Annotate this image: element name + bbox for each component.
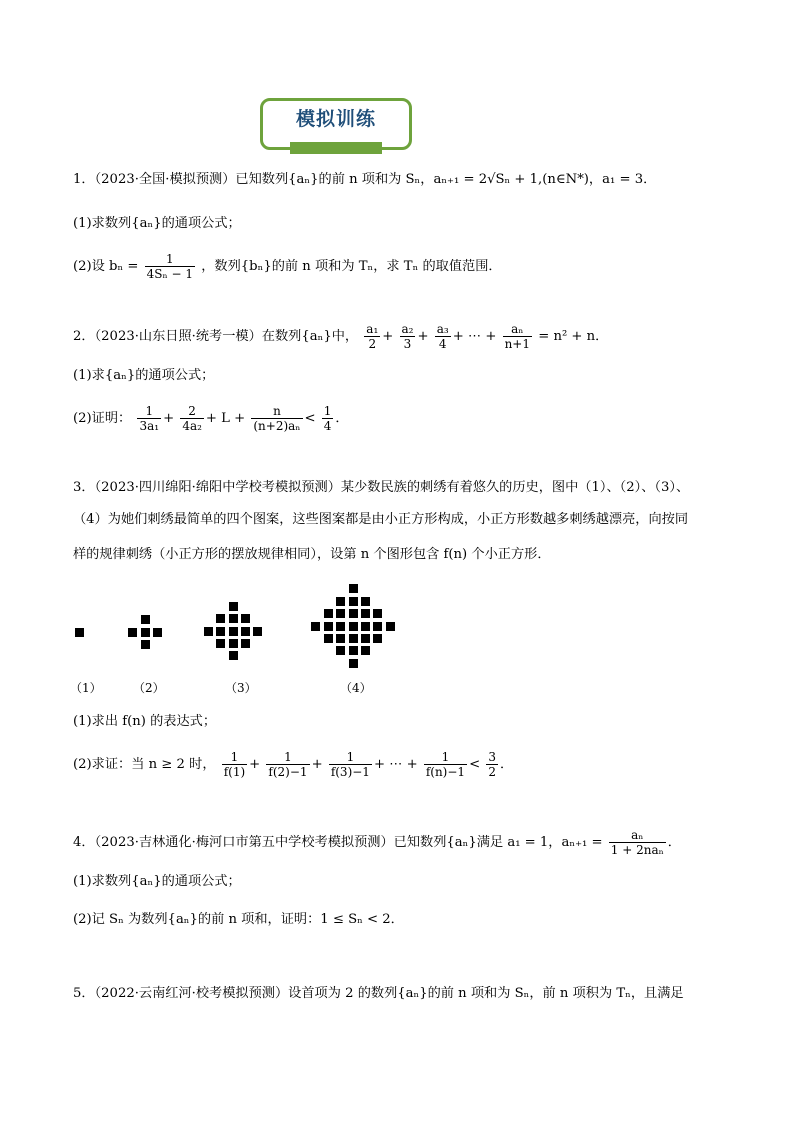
q2-g1 (137, 404, 161, 433)
pattern-2-square (141, 615, 150, 624)
pattern-2-square (141, 628, 150, 637)
q1-part1: (1)求数列{aₙ}的通项公式； (73, 216, 241, 231)
num: a₂ (401, 322, 414, 336)
q1-part2 (73, 252, 502, 281)
q1-frac-den: 4Sₙ − 1 (146, 267, 194, 281)
num: a₃ (436, 322, 449, 336)
caption-1: （1） (70, 681, 102, 695)
badge-underbar (290, 142, 382, 154)
q4-part2: (2)记 Sₙ 为数列{aₙ}的前 n 项和，证明：1 ≤ Sₙ < 2． (73, 912, 404, 927)
caption-3: （3） (225, 681, 257, 695)
q4-intro (73, 828, 681, 857)
pattern-3-square (204, 627, 213, 636)
q1-intro: 1．（2023·全国·模拟预测）已知数列{aₙ}的前 n 项和为 Sₙ，aₙ₊₁ = 2√Sₙ + 1,(n∈N*)，a₁ = 3． (73, 172, 657, 187)
num: aₙ (511, 322, 524, 336)
q1-part2-pre: (2)设 bₙ = (73, 259, 139, 274)
q2-lt: < (304, 411, 316, 426)
q2-term3 (435, 322, 451, 351)
section-badge (260, 98, 412, 154)
pattern-3-square (229, 602, 238, 611)
q2-end: ． (335, 411, 349, 426)
pattern-4-square (311, 622, 320, 631)
pattern-3-square (241, 614, 250, 623)
pattern-3-square (216, 627, 225, 636)
q2-term1 (364, 322, 380, 351)
num: 1 (346, 750, 355, 764)
pattern-4-square (361, 609, 370, 618)
den: f(1) (223, 765, 246, 779)
den: 3a₁ (139, 419, 160, 433)
pattern-3-square (229, 627, 238, 636)
caption-2: （2） (133, 681, 165, 695)
q3-part1: (1)求出 f(n) 的表达式； (73, 714, 217, 729)
q3-line3: 样的规律刺绣（小正方形的摆放规律相同），设第 n 个图形包含 f(n) 个小正方形． (73, 547, 551, 562)
q2-gn (251, 404, 302, 433)
pattern-4-square (361, 597, 370, 606)
q2-intro-pre: 2．（2023·山东日照·统考一模）在数列{aₙ}中， (73, 329, 359, 344)
q3-line2: （4）为她们刺绣最简单的四个图案，这些图案都是由小正方形构成，小正方形数越多刺绣越漂亮，向按同 (73, 512, 689, 527)
pattern-2-square (128, 628, 137, 637)
q2-term2 (400, 322, 416, 351)
den: f(3)−1 (330, 765, 370, 779)
den: 2 (364, 336, 380, 351)
num: 2 (188, 404, 196, 418)
q3-h3 (329, 750, 372, 779)
q3-hn (424, 750, 467, 779)
den: n+1 (504, 337, 530, 351)
q2-rhs (322, 404, 334, 433)
pattern-4-square (349, 584, 358, 593)
pattern-3-square (229, 639, 238, 648)
den: 4 (323, 419, 332, 433)
pattern-4-square (361, 622, 370, 631)
pattern-3-square (241, 627, 250, 636)
pattern-4-square (336, 646, 345, 655)
q3-line1: 3．（2023·四川绵阳·绵阳中学校考模拟预测）某少数民族的刺绣有着悠久的历史，图中（1）、（2）、（3）、 (73, 480, 690, 495)
pattern-2-square (141, 640, 150, 649)
q3-end: ． (499, 757, 514, 772)
pattern-1-square (75, 628, 84, 637)
q4-fraction (609, 828, 666, 857)
den: 3 (400, 336, 416, 351)
q4-part1: (1)求数列{aₙ}的通项公式； (73, 874, 241, 889)
q1-part2-post: ，数列{bₙ}的前 n 项和为 Tₙ，求 Tₙ 的取值范围． (201, 259, 502, 274)
pattern-4-square (336, 634, 345, 643)
pattern-3-square (216, 639, 225, 648)
section-title: 模拟训练 (295, 108, 376, 130)
pattern-4-square (336, 622, 345, 631)
q2-g2 (180, 404, 204, 433)
q2-termn (503, 322, 532, 351)
pattern-4-square (336, 597, 345, 606)
pattern-4-square (349, 634, 358, 643)
pattern-4-square (324, 609, 333, 618)
pattern-3-square (253, 627, 262, 636)
den: f(n)−1 (425, 765, 466, 779)
q3-rhs (486, 750, 498, 779)
pattern-4-square (373, 634, 382, 643)
pattern-4-square (361, 634, 370, 643)
pattern-4-square (386, 622, 395, 631)
num: 3 (488, 750, 496, 764)
q4-intro-pre: 4．（2023·吉林通化·梅河口市第五中学校考模拟预测）已知数列{aₙ}满足 a₁ = 1，aₙ₊₁ = (73, 835, 603, 850)
num: 1 (230, 750, 239, 764)
q4-intro-post: ． (667, 835, 681, 850)
den: 4a₂ (182, 419, 202, 433)
q1-fraction (145, 252, 195, 281)
num: 1 (323, 404, 332, 418)
q5-intro: 5．（2022·云南红河·校考模拟预测）设首项为 2 的数列{aₙ}的前 n 项和为 Sₙ，前 n 项积为 Tₙ，且满足 (73, 986, 684, 1001)
q3-h2 (266, 750, 309, 779)
num: n (273, 404, 281, 418)
pattern-3-square (229, 614, 238, 623)
pattern-4-square (349, 597, 358, 606)
pattern-3-square (229, 651, 238, 660)
q2-part2: (2)证明： $\frac{1}{\text{3a₁}}$ + $\frac{2}{\text{4a₂}}$ + L + $\frac{n}{\text{(n+2)aₙ}}$ < $\frac{1}{4}$ ． (73, 404, 349, 433)
den: 1 + 2naₙ (610, 843, 664, 857)
den: 4 (435, 336, 451, 351)
num: 1 (145, 404, 154, 418)
pattern-4-square (361, 646, 370, 655)
q2-intro: 2．（2023·山东日照·统考一模）在数列{aₙ}中， $\frac{\text{a₁}}{2}$ + $\frac{\text{a₂}}{3}$ + $\frac{\text{a₃}}{4}$ + ⋯ + $\frac{\text{aₙ}}{n+1}$ = n² + n． (73, 322, 609, 351)
pattern-4-square (349, 659, 358, 668)
num: aₙ (631, 828, 644, 842)
pattern-4-square (349, 609, 358, 618)
q2-ellipsis: + L + (205, 411, 246, 426)
pattern-4-square (324, 634, 333, 643)
pattern-4-square (349, 622, 358, 631)
pattern-4-square (349, 646, 358, 655)
q1-frac-num: 1 (166, 252, 174, 266)
q2-part2-pre: (2)证明： (73, 411, 132, 426)
pattern-4-square (373, 609, 382, 618)
caption-4: （4） (340, 681, 372, 695)
den: f(2)−1 (268, 765, 308, 779)
q2-part1: (1)求{aₙ}的通项公式； (73, 368, 215, 383)
num: a₁ (366, 322, 379, 336)
pattern-4-square (336, 609, 345, 618)
pattern-3-square (241, 639, 250, 648)
pattern-4-square (373, 622, 382, 631)
pattern-3-square (216, 614, 225, 623)
q2-intro-post: = n² + n． (538, 329, 609, 344)
q3-h1 (222, 750, 247, 779)
num: 1 (284, 750, 292, 764)
pattern-2-square (153, 628, 162, 637)
q3-part2: (2)求证：当 n ≥ 2 时， $\frac{1}{f(1)}$ + $\frac{1}{f(2)-1}$ + $\frac{1}{f(3)-1}$ + ⋯ + $\frac{1}{f(n)-1}$ < $\frac{3}{2}$ ． (73, 750, 514, 779)
q3-part2-pre: (2)求证：当 n ≥ 2 时， (73, 757, 216, 772)
pattern-4-square (324, 622, 333, 631)
den: (n+2)aₙ (253, 419, 301, 433)
num: 1 (441, 750, 450, 764)
den: 2 (488, 765, 496, 779)
